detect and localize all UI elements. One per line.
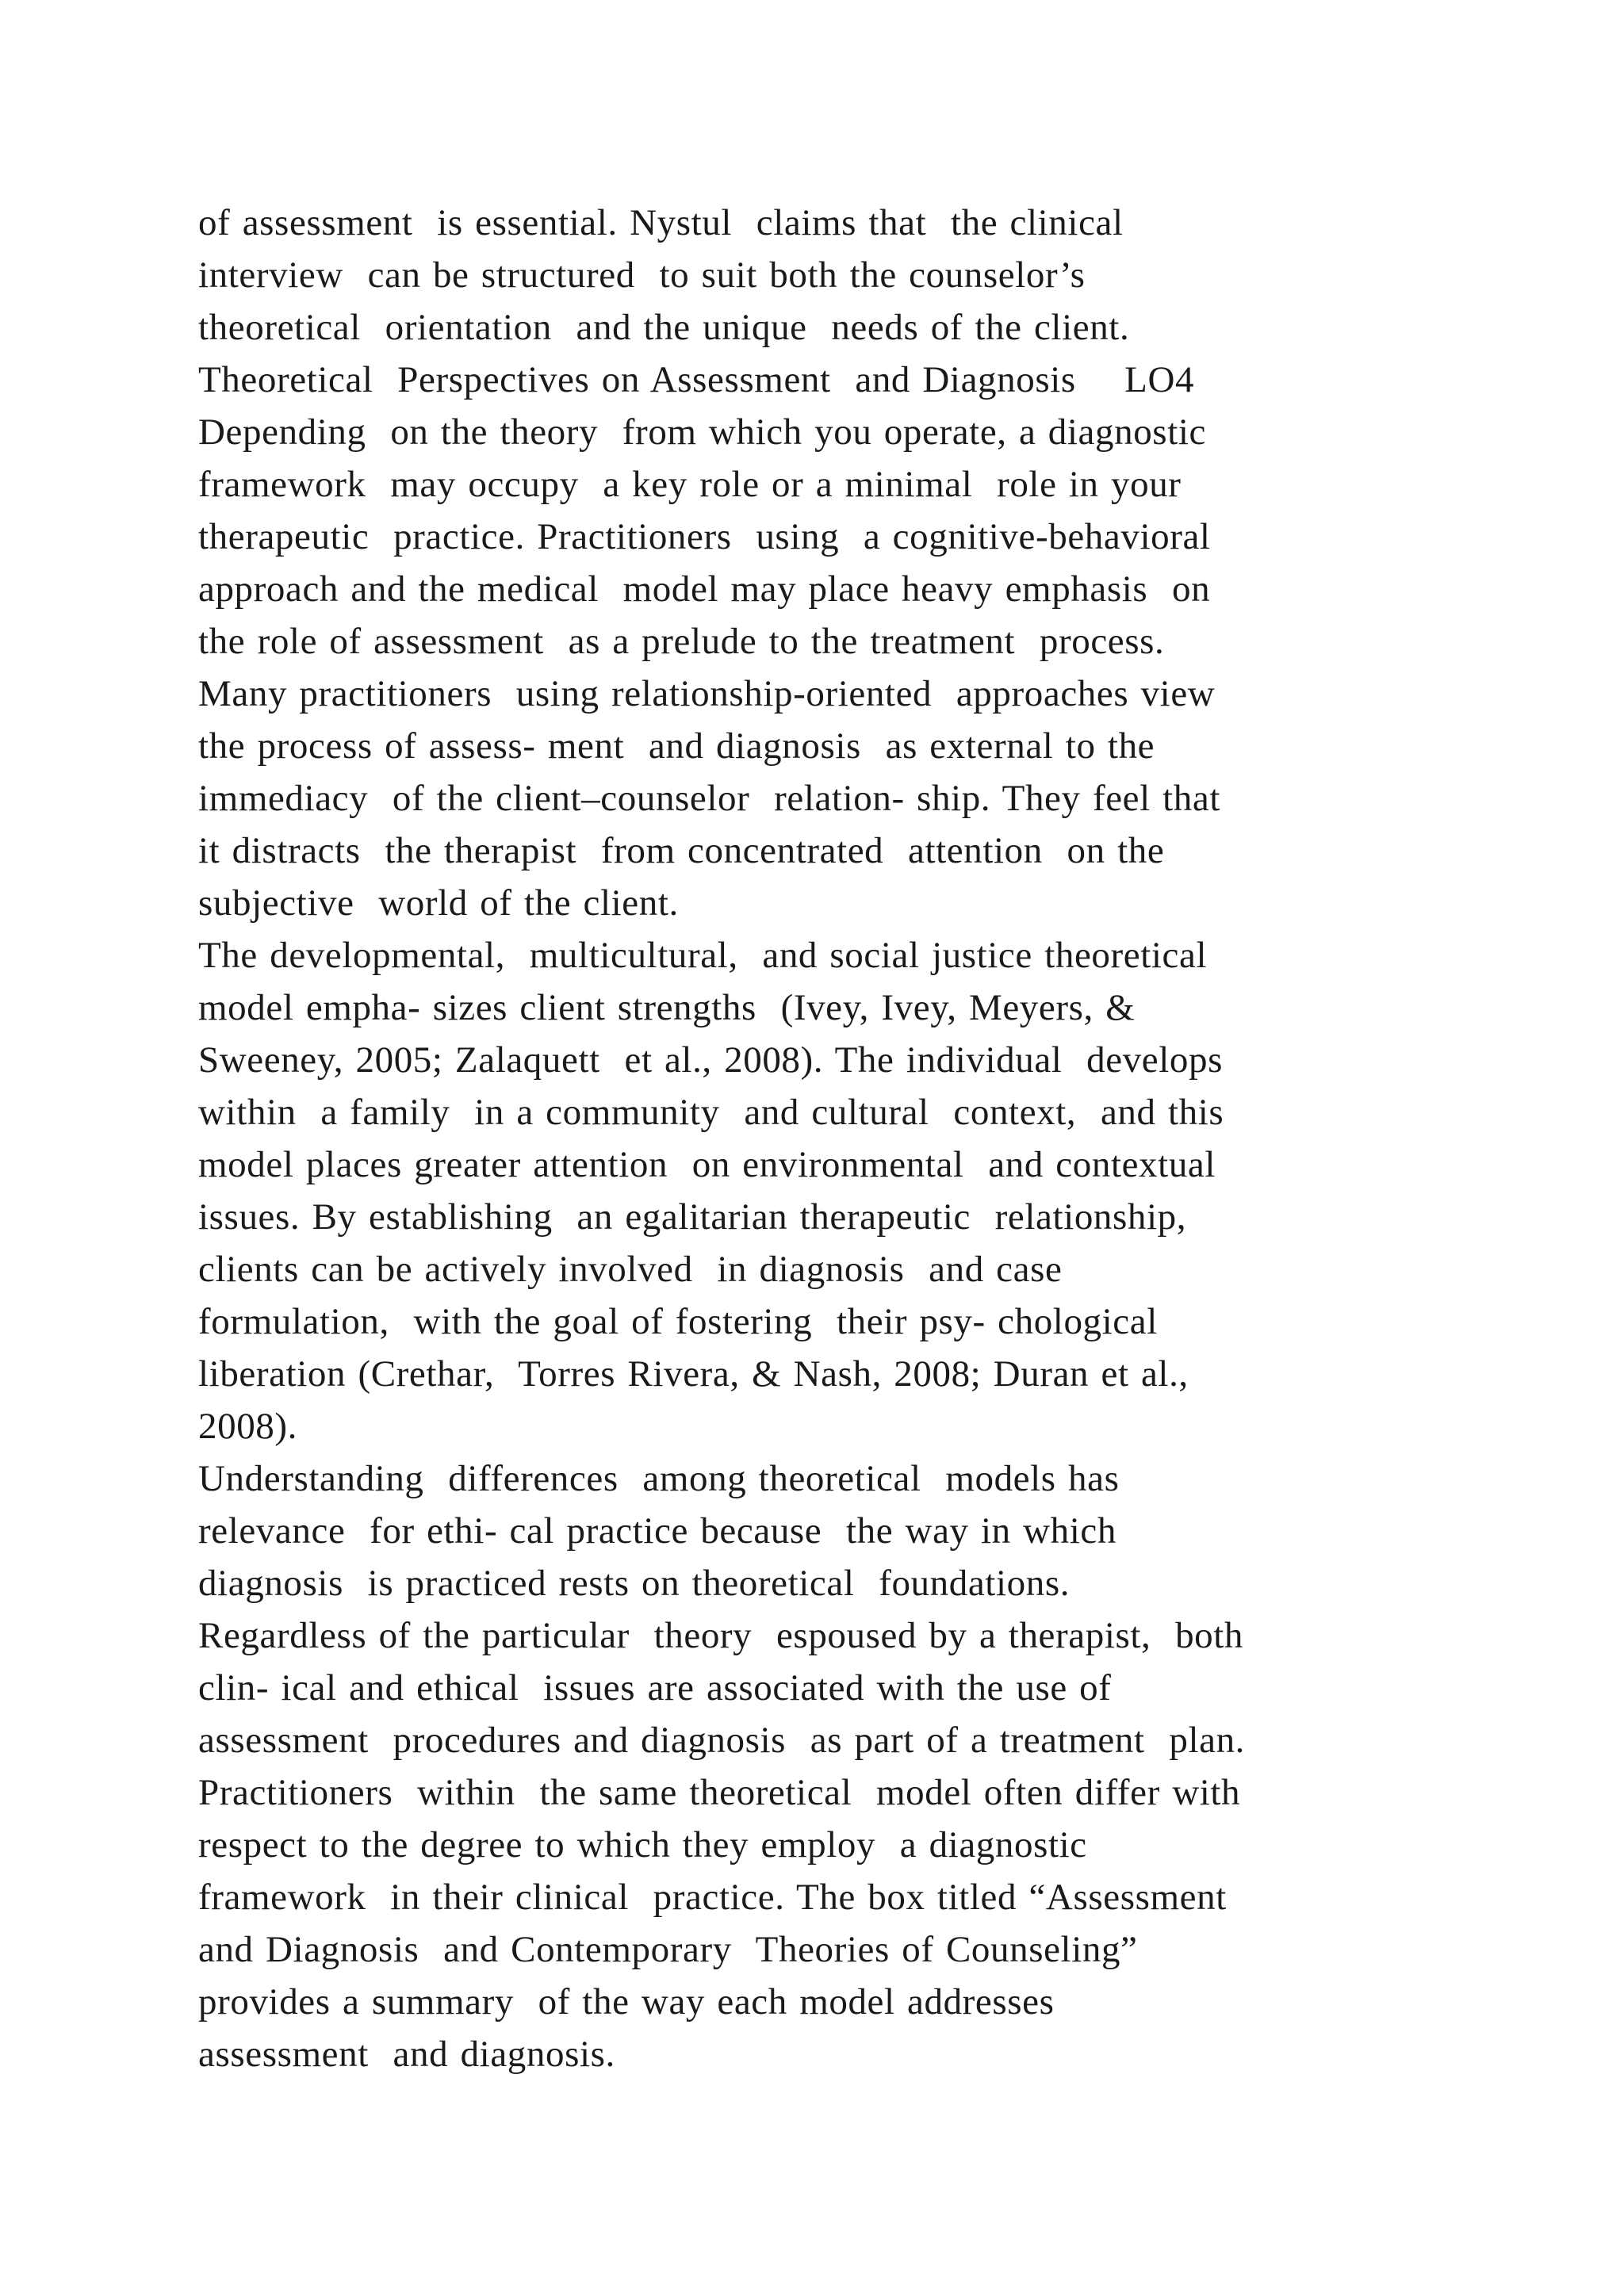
text-line: therapeutic practice. Practitioners using a cognitive-behavioral	[198, 516, 1211, 557]
text-line: clin- ical and ethical issues are associated with the use of	[198, 1667, 1112, 1709]
text-line: respect to the degree to which they employ a diagnostic	[198, 1824, 1087, 1866]
text-line: assessment procedures and diagnosis as part of a treatment plan.	[198, 1720, 1246, 1761]
text-line: within a family in a community and cultural context, and this	[198, 1092, 1224, 1133]
body-text	[198, 197, 1546, 2080]
text-line: model empha- sizes client strengths (Ivey, Ivey, Meyers, &	[198, 987, 1136, 1028]
text-line: of assessment is essential. Nystul claims that the clinical	[198, 202, 1124, 243]
text-line: Depending on the theory from which you operate, a diagnostic	[198, 411, 1206, 453]
text-line: and Diagnosis and Contemporary Theories of Counseling”	[198, 1929, 1138, 1970]
text-line: the process of assess- ment and diagnosis as external to the	[198, 725, 1155, 767]
text-line: theoretical orientation and the unique needs of the client.	[198, 307, 1130, 348]
text-line: The developmental, multicultural, and social justice theoretical	[198, 935, 1208, 976]
text-line: immediacy of the client–counselor relation- ship. They feel that	[198, 778, 1221, 819]
text-line: Many practitioners using relationship-oriented approaches view	[198, 673, 1216, 714]
text-line: clients can be actively involved in diagnosis and case	[198, 1249, 1063, 1290]
text-line: liberation (Crethar, Torres Rivera, & Nash, 2008; Duran et al.,	[198, 1353, 1189, 1395]
text-line: the role of assessment as a prelude to the treatment process.	[198, 621, 1165, 662]
text-line: subjective world of the client.	[198, 882, 679, 924]
text-line: Regardless of the particular theory espoused by a therapist, both	[198, 1615, 1244, 1656]
text-line: 2008).	[198, 1406, 298, 1447]
text-line: relevance for ethi- cal practice because the way in which	[198, 1510, 1116, 1552]
text-line: formulation, with the goal of fostering their psy- chological	[198, 1301, 1158, 1342]
text-line: interview can be structured to suit both the counselor’s	[198, 254, 1086, 296]
text-line: provides a summary of the way each model addresses	[198, 1981, 1055, 2022]
text-line: Sweeney, 2005; Zalaquett et al., 2008). The individual develops	[198, 1039, 1224, 1081]
text-line: it distracts the therapist from concentrated attention on the	[198, 830, 1165, 871]
text-line: framework may occupy a key role or a minimal role in your	[198, 464, 1182, 505]
text-line: approach and the medical model may place heavy emphasis on	[198, 568, 1211, 610]
text-line: assessment and diagnosis.	[198, 2034, 615, 2075]
text-line: model places greater attention on environmental and contextual	[198, 1144, 1216, 1185]
text-line: Understanding differences among theoretical models has	[198, 1458, 1120, 1499]
text-line: framework in their clinical practice. The box titled “Assessment	[198, 1877, 1227, 1918]
section-heading: Theoretical Perspectives on Assessment and Diagnosis LO4	[198, 359, 1195, 400]
text-line: issues. By establishing an egalitarian therapeutic relationship,	[198, 1196, 1187, 1238]
text-line: diagnosis is practiced rests on theoretical foundations.	[198, 1563, 1071, 1604]
text-line: Practitioners within the same theoretical model often differ with	[198, 1772, 1241, 1813]
